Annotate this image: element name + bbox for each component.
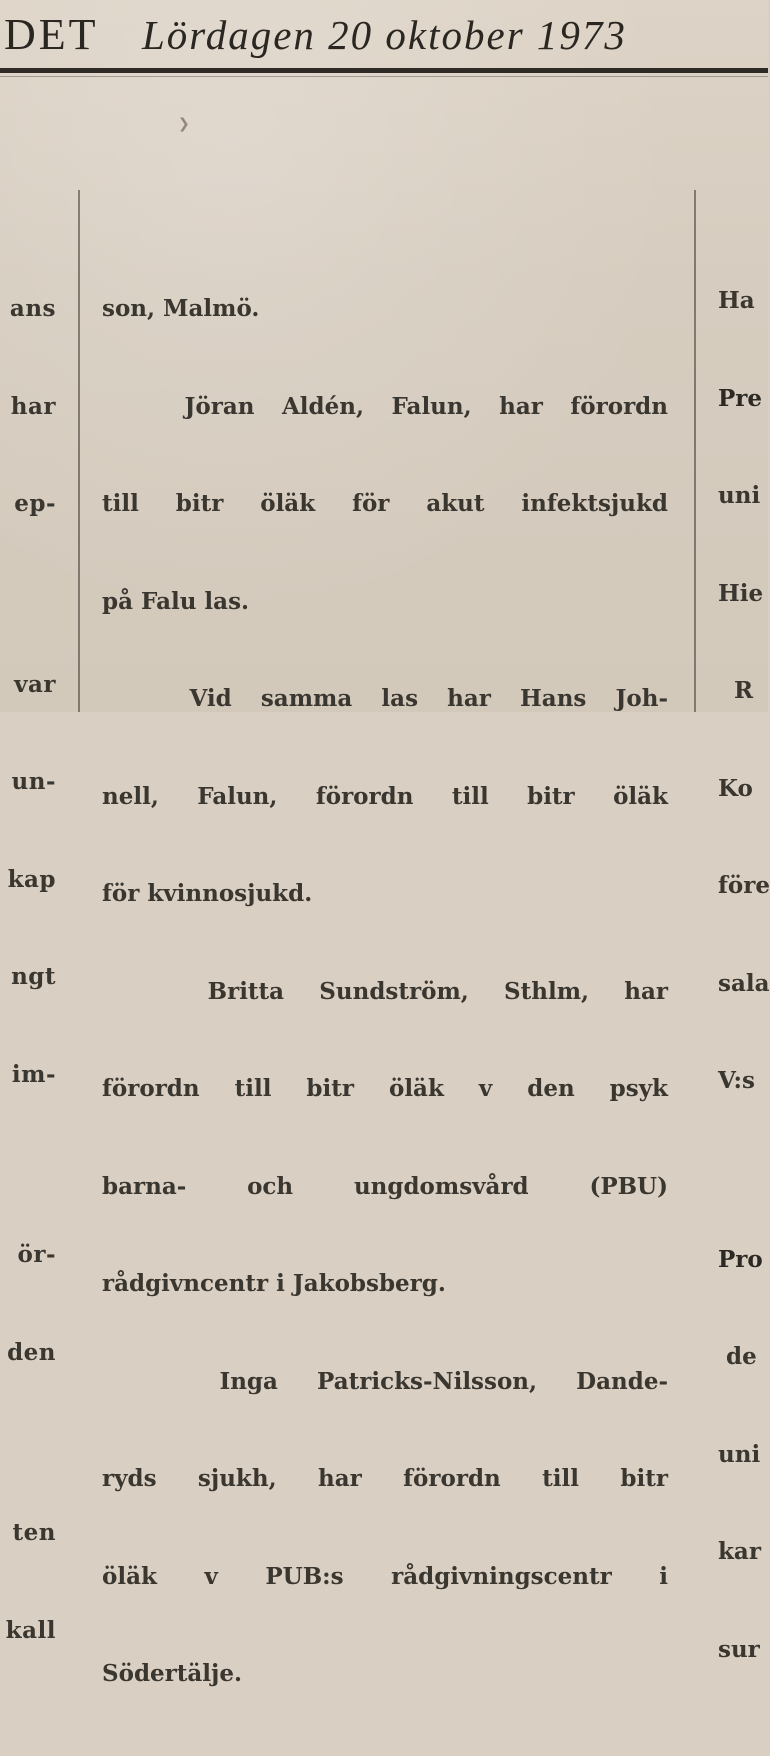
right-column-line: Hie bbox=[718, 579, 764, 607]
paragraph-gap bbox=[0, 1434, 56, 1452]
paragraph-gap bbox=[0, 1156, 56, 1174]
masthead bbox=[0, 0, 768, 68]
right-column-line: V:s bbox=[718, 1067, 755, 1094]
paragraph-gap bbox=[718, 1163, 768, 1179]
article-line: Britta Sundström, Sthlm, har bbox=[102, 977, 668, 1005]
right-column-line: uni bbox=[718, 1440, 761, 1468]
right-column-line: före bbox=[718, 872, 770, 899]
left-column-line: ngt bbox=[11, 963, 56, 990]
article-line: till bitr öläk för akut infektsjukd bbox=[102, 490, 668, 517]
right-column bbox=[718, 220, 768, 1731]
left-column-line: kap bbox=[7, 865, 56, 893]
left-column-line: ep- bbox=[14, 490, 56, 517]
article-line: Jöran Aldén, Falun, har förordn bbox=[102, 392, 668, 420]
article-line: nell, Falun, förordn till bitr öläk bbox=[102, 782, 668, 810]
article-line: Södertälje. bbox=[102, 1660, 243, 1687]
right-column-line: R bbox=[718, 677, 754, 704]
article-line: på Falu las. bbox=[102, 587, 250, 615]
masthead-rule bbox=[0, 68, 768, 73]
column-rule-right bbox=[694, 190, 696, 712]
left-column-line: ten bbox=[12, 1519, 56, 1546]
right-column-line: kar bbox=[718, 1538, 761, 1565]
left-column-line: var bbox=[14, 670, 56, 698]
left-column-line: im- bbox=[11, 1060, 56, 1088]
article-line: ryds sjukh, har förordn till bitr bbox=[102, 1465, 668, 1492]
middle-column-article bbox=[102, 228, 668, 1756]
left-column-line: ans bbox=[9, 295, 56, 322]
article-line: son, Malmö. bbox=[102, 295, 260, 322]
right-column-heading: Pre bbox=[718, 384, 763, 412]
article-line: Vid samma las har Hans Joh- bbox=[102, 685, 668, 712]
masthead-date: Lördagen 20 oktober 1973 bbox=[142, 12, 627, 58]
right-column-line: sur bbox=[718, 1635, 760, 1663]
right-column-line: de bbox=[718, 1343, 757, 1370]
masthead-rule-thin bbox=[0, 76, 768, 77]
article-line: barna- och ungdomsvård (PBU) bbox=[102, 1172, 668, 1200]
left-column-line: un- bbox=[11, 768, 56, 795]
article-line: öläk v PUB:s rådgivningscentr i bbox=[102, 1562, 668, 1590]
paragraph-gap bbox=[0, 586, 56, 604]
masthead-name-fragment: DET bbox=[4, 10, 99, 59]
right-column-heading: Pro bbox=[718, 1245, 763, 1273]
left-column-line: ör- bbox=[17, 1241, 56, 1268]
column-rule-left bbox=[78, 190, 80, 712]
left-column bbox=[0, 228, 56, 1712]
right-column-line: Ko bbox=[718, 774, 753, 802]
left-column-line: kall bbox=[5, 1616, 56, 1644]
article-line: rådgivncentr i Jakobsberg. bbox=[102, 1270, 446, 1297]
right-column-line: uni bbox=[718, 482, 761, 509]
right-column-line: sala bbox=[718, 969, 770, 997]
article-line: förordn till bitr öläk v den psyk bbox=[102, 1075, 668, 1102]
right-column-line: Ha bbox=[718, 287, 755, 314]
article-line: Inga Patricks-Nilsson, Dande- bbox=[102, 1367, 668, 1395]
left-column-line: har bbox=[10, 392, 56, 420]
ink-mark-icon: ❯ bbox=[178, 116, 190, 132]
article-line: för kvinnosjukd. bbox=[102, 880, 313, 907]
left-column-line: den bbox=[7, 1338, 56, 1366]
